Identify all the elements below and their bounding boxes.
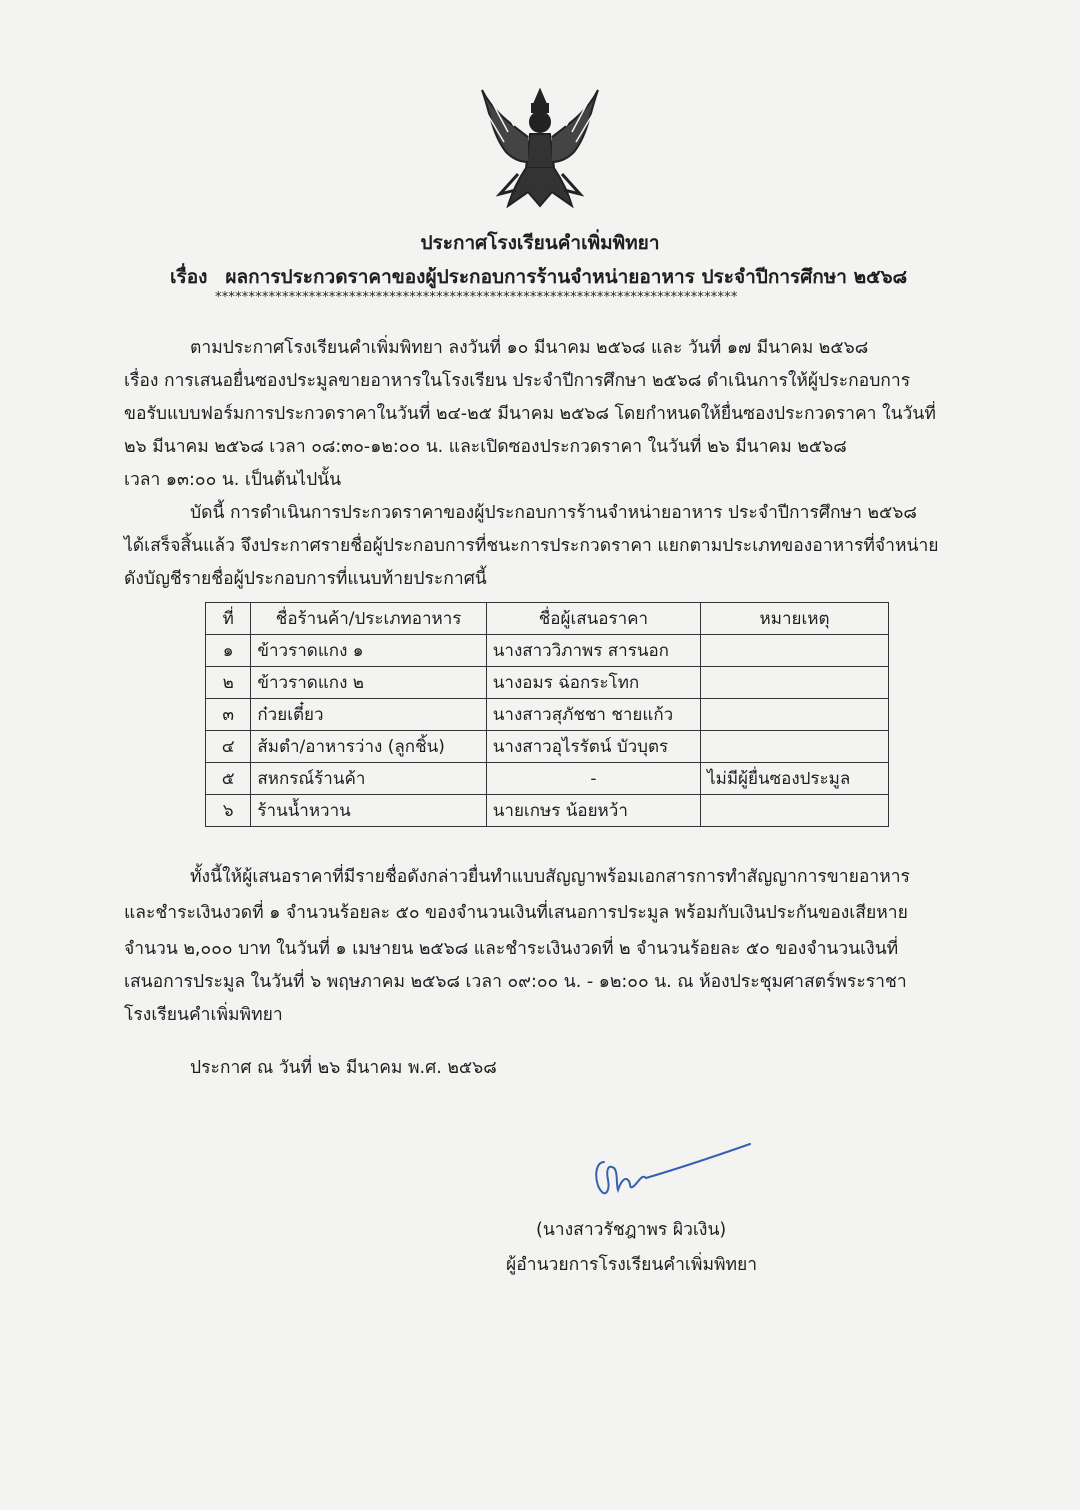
- handwritten-signature: [590, 1140, 760, 1210]
- cell-bidder: นางสาวสุภัชชา ชายแก้ว: [486, 699, 700, 731]
- header-remark: หมายเหตุ: [701, 603, 889, 635]
- cell-remark: [701, 667, 889, 699]
- cell-number: ๕: [206, 763, 251, 795]
- cell-bidder: -: [486, 763, 700, 795]
- paragraph-1-line: เวลา ๑๓:๐๐ น. เป็นต้นไปนั้น: [124, 470, 342, 490]
- table-row: [206, 667, 889, 699]
- cell-shop: ส้มตำ/อาหารว่าง (ลูกชิ้น): [251, 731, 486, 763]
- cell-remark: [701, 699, 889, 731]
- table-header-row: [206, 603, 889, 635]
- cell-remark: ไม่มีผู้ยื่นซองประมูล: [701, 763, 889, 795]
- paragraph-3-line: ทั้งนี้ให้ผู้เสนอราคาที่มีรายชื่อดังกล่าวยื่นทำแบบสัญญาพร้อมเอกสารการทำสัญญาการขายอาหาร: [190, 867, 910, 887]
- cell-number: ๓: [206, 699, 251, 731]
- paragraph-3-line: โรงเรียนคำเพิ่มพิทยา: [124, 1005, 283, 1025]
- subject-label: เรื่อง: [170, 266, 208, 288]
- cell-remark: [701, 731, 889, 763]
- table-row: [206, 731, 889, 763]
- header-bidder: ชื่อผู้เสนอราคา: [486, 603, 700, 635]
- table-row: [206, 699, 889, 731]
- subject-text: ผลการประกวดราคาของผู้ประกอบการร้านจำหน่ายอาหาร ประจำปีการศึกษา ๒๕๖๘: [225, 266, 908, 288]
- paragraph-2-line: ได้เสร็จสิ้นแล้ว จึงประกาศรายชื่อผู้ประกอบการที่ชนะการประกวดราคา แยกตามประเภทของอาหารที่จำหน่าย: [124, 536, 939, 556]
- cell-bidder: นายเกษร น้อยหว้า: [486, 795, 700, 827]
- cell-shop: ข้าวราดแกง ๑: [251, 635, 486, 667]
- document-title: ประกาศโรงเรียนคำเพิ่มพิทยา: [420, 232, 660, 254]
- cell-number: ๖: [206, 795, 251, 827]
- paragraph-3-line: เสนอการประมูล ในวันที่ ๖ พฤษภาคม ๒๕๖๘ เวลา ๐๙:๐๐ น. - ๑๒:๐๐ น. ณ ห้องประชุมศาสตร์พระราชา: [124, 972, 907, 992]
- paragraph-2-line: ดังบัญชีรายชื่อผู้ประกอบการที่แนบท้ายประกาศนี้: [124, 569, 487, 589]
- cell-bidder: นางอมร ฉ่อกระโทก: [486, 667, 700, 699]
- signer-name: (นางสาวรัชฎาพร ผิวเงิน): [536, 1220, 727, 1240]
- cell-number: ๑: [206, 635, 251, 667]
- cell-bidder: นางสาววิภาพร สารนอก: [486, 635, 700, 667]
- paragraph-1-line: ตามประกาศโรงเรียนคำเพิ่มพิทยา ลงวันที่ ๑๐ มีนาคม ๒๕๖๘ และ วันที่ ๑๗ มีนาคม ๒๕๖๘: [190, 338, 869, 358]
- cell-shop: ข้าวราดแกง ๒: [251, 667, 486, 699]
- table-row: [206, 795, 889, 827]
- announcement-date: ประกาศ ณ วันที่ ๒๖ มีนาคม พ.ศ. ๒๕๖๘: [190, 1058, 497, 1078]
- cell-shop: ก๋วยเตี๋ยว: [251, 699, 486, 731]
- cell-shop: ร้านน้ำหวาน: [251, 795, 486, 827]
- header-number: ที่: [206, 603, 251, 635]
- cell-number: ๒: [206, 667, 251, 699]
- cell-remark: [701, 795, 889, 827]
- paragraph-3-line: และชำระเงินงวดที่ ๑ จำนวนร้อยละ ๕๐ ของจำนวนเงินที่เสนอการประมูล พร้อมกับเงินประกันของเสียหาย: [124, 903, 908, 923]
- table-row: [206, 635, 889, 667]
- paragraph-1-line: ขอรับแบบฟอร์มการประกวดราคาในวันที่ ๒๔-๒๕ มีนาคม ๒๕๖๘ โดยกำหนดให้ยื่นซองประกวดราคา ในวันที่: [124, 404, 936, 424]
- cell-number: ๔: [206, 731, 251, 763]
- paragraph-1-line: เรื่อง การเสนอยื่นซองประมูลขายอาหารในโรงเรียน ประจำปีการศึกษา ๒๕๖๘ ดำเนินการให้ผู้ประกอบการ: [124, 371, 911, 391]
- paragraph-3-line: จำนวน ๒,๐๐๐ บาท ในวันที่ ๑ เมษายน ๒๕๖๘ และชำระเงินงวดที่ ๒ จำนวนร้อยละ ๕๐ ของจำนวนเงินที่: [124, 939, 899, 959]
- signer-position: ผู้อำนวยการโรงเรียนคำเพิ่มพิทยา: [506, 1255, 758, 1275]
- star-separator: ******************************************************************************: [215, 290, 738, 305]
- cell-bidder: นางสาวอุไรรัตน์ บัวบุตร: [486, 731, 700, 763]
- table-row: [206, 763, 889, 795]
- results-table: [205, 602, 889, 827]
- header-shop: ชื่อร้านค้า/ประเภทอาหาร: [251, 603, 486, 635]
- cell-remark: [701, 635, 889, 667]
- cell-shop: สหกรณ์ร้านค้า: [251, 763, 486, 795]
- document-subject: [170, 262, 907, 292]
- garuda-emblem-icon: [478, 82, 602, 212]
- paragraph-1-line: ๒๖ มีนาคม ๒๕๖๘ เวลา ๐๘:๓๐-๑๒:๐๐ น. และเปิดซองประกวดราคา ในวันที่ ๒๖ มีนาคม ๒๕๖๘: [124, 437, 847, 457]
- paragraph-2-line: บัดนี้ การดำเนินการประกวดราคาของผู้ประกอบการร้านจำหน่ายอาหาร ประจำปีการศึกษา ๒๕๖๘: [190, 503, 917, 523]
